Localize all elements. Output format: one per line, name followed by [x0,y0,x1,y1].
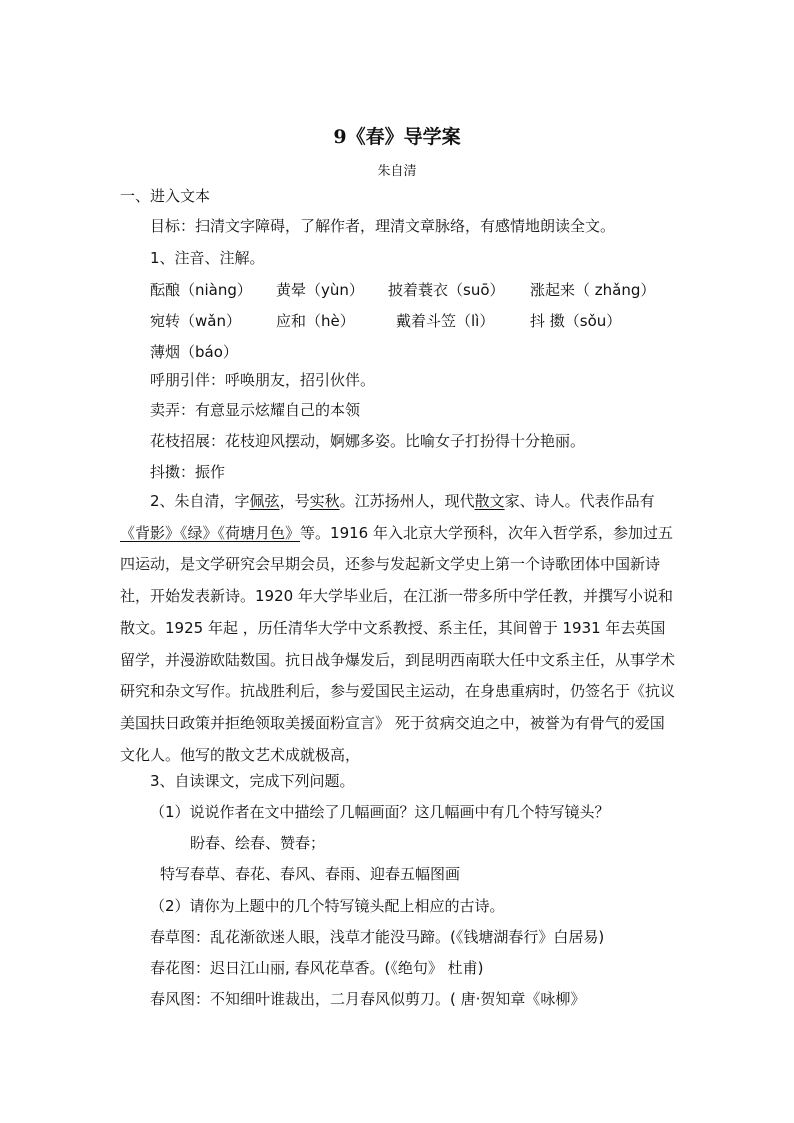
genre: 散文 [474,492,505,510]
vocab-item: 黄晕（yùn） [276,281,364,299]
section-heading: 一、进入文本 [120,187,211,205]
vocab-item: 薄烟（báo） [150,343,238,361]
vocab-item: 涨起来（ zhǎng） [530,281,656,299]
answer-3-1: 盼春、绘春、赞春； [190,834,326,852]
poem-line: 春花图：迟日江山丽, 春风花草香。(《绝句》 杜甫) [150,959,484,977]
question-3: 3、自读课文，完成下列问题。 [150,772,355,790]
work-title: 《绿》 [180,523,218,542]
poem-line: 春草图：乱花渐欲迷人眼，浅草才能没马蹄。(《钱塘湖春行》白居易) [150,928,605,946]
answer-3-1: 特写春草、春花、春风、春雨、迎春五幅图画 [160,865,461,883]
goal-text: 目标：扫清文字障碍，了解作者，理清文章脉络，有感情地朗读全文。 [150,217,616,235]
author-biography: 2、朱自清，字佩弦，号实秋。江苏扬州人，现代散文家、诗人。代表作品有《背影》《绿》《荷塘月色》等。1916 年入北京大学预科，次年入哲学系，参加过五四运动，是文学研究会早期会员，还参与发起新文学史上第一个诗歌团体中国新诗社，开始发表新诗。1920 年大学毕业后，在江浙一带多所中学任教，并撰写小说和散文。1925 年起 ，历任清华大学中文系教授、系主任，其间曾于 1931 年去英国留学，并漫游欧陆数国。抗日战争爆发后，到昆明西南联大任中文系主任，从事学术研究和杂文写作。抗战胜利后，参与爱国民主运动，在身患重病时，仍签名于《抗议美国扶日政策并拒绝领取美援面粉宣言》 死于贫病交迫之中，被誉为有骨气的爱国文化人。他写的散文艺术成就极高， [120,492,676,764]
definition: 抖擞：振作 [150,463,226,481]
poem-line: 春风图：不知细叶谁裁出，二月春风似剪刀。( 唐·贺知章《咏柳》 [150,990,586,1008]
definition: 花枝招展：花枝迎风摆动，婀娜多姿。比喻女子打扮得十分艳丽。 [150,432,586,450]
vocab-item: 酝酿（niàng） [150,281,252,299]
work-title: 《背影》 [120,523,181,542]
work-title: 《荷塘月色》 [217,523,301,542]
definition: 呼朋引伴：呼唤朋友，招引伙伴。 [150,371,376,389]
pen-name: 实秋 [309,492,340,510]
vocab-item: 戴着斗笠（lì） [396,312,495,330]
definition: 卖弄：有意显示炫耀自己的本领 [150,401,361,419]
page-title: 9《春》导学案 [333,126,461,148]
question-3-2: （2）请你为上题中的几个特写镜头配上相应的古诗。 [150,897,505,915]
author-name: 朱自清 [377,164,417,179]
vocab-item: 披着蓑衣（suō） [388,281,505,299]
question-1: 1、注音、注解。 [150,249,265,267]
vocab-item: 宛转（wǎn） [150,312,241,330]
courtesy-name: 佩弦 [249,492,280,510]
vocab-item: 应和（hè） [276,312,355,330]
question-3-1: （1）说说作者在文中描绘了几幅画面？这几幅画中有几个特写镜头？ [150,803,610,821]
vocab-item: 抖 擞（sǒu） [530,312,622,330]
